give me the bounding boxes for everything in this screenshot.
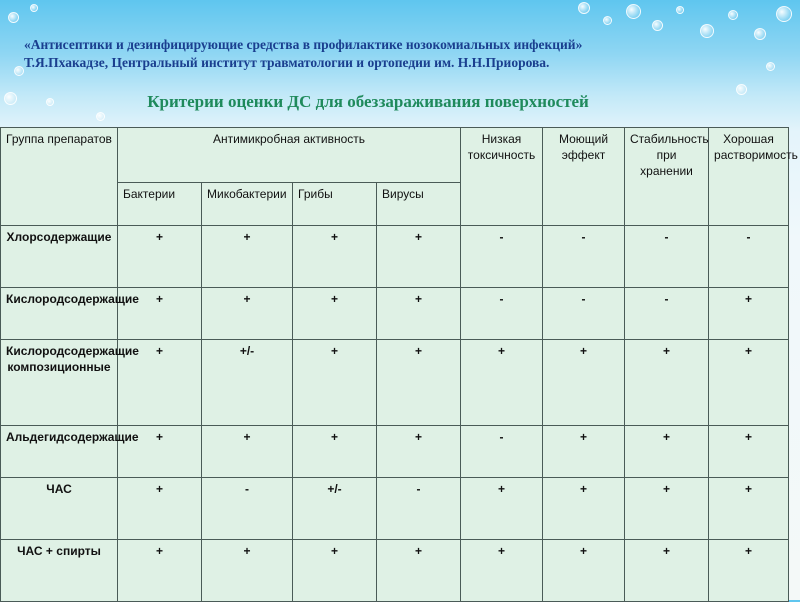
reference-author: Т.Я.Пхакадзе, Центральный институт травматологии и ортопедии им. Н.Н.Приорова. <box>24 55 550 70</box>
table-cell: + <box>118 540 202 602</box>
table-cell: + <box>461 340 543 426</box>
table-cell: + <box>461 540 543 602</box>
table-cell: + <box>293 426 377 478</box>
row-label: Кислородсодержащие композиционные <box>1 340 118 426</box>
table-cell: + <box>118 288 202 340</box>
table-cell: + <box>709 340 789 426</box>
decorative-bubble <box>14 66 24 76</box>
table-cell: + <box>293 226 377 288</box>
table-row <box>1 288 789 340</box>
decorative-bubble <box>736 84 747 95</box>
table-cell: + <box>202 226 293 288</box>
header-solubility: Хорошая растворимость <box>709 128 789 226</box>
table-cell: + <box>709 478 789 540</box>
table-cell: - <box>377 478 461 540</box>
table-cell: + <box>118 426 202 478</box>
table-row <box>1 226 789 288</box>
table-cell: - <box>709 226 789 288</box>
table-cell: + <box>293 540 377 602</box>
row-label: Кислородсодержащие <box>1 288 118 340</box>
table-cell: + <box>461 478 543 540</box>
table-cell: + <box>625 340 709 426</box>
table-cell: - <box>543 288 625 340</box>
table-cell: + <box>377 340 461 426</box>
table-cell: + <box>377 540 461 602</box>
decorative-bubble <box>652 20 663 31</box>
decorative-bubble <box>96 112 105 121</box>
table-cell: + <box>377 426 461 478</box>
decorative-bubble <box>30 4 38 12</box>
criteria-table <box>0 127 798 602</box>
table-cell: + <box>118 340 202 426</box>
header-low-toxicity: Низкая токсичность <box>461 128 543 226</box>
table-cell: + <box>625 540 709 602</box>
header-group: Группа препаратов <box>1 128 118 226</box>
header-cleaning-effect: Моющий эффект <box>543 128 625 226</box>
subheader-fungi: Грибы <box>293 183 377 226</box>
table-cell: + <box>118 478 202 540</box>
decorative-bubble <box>676 6 684 14</box>
table-cell: + <box>118 226 202 288</box>
table-cell: +/- <box>202 340 293 426</box>
table-cell: + <box>625 478 709 540</box>
table-cell: + <box>543 340 625 426</box>
row-label: ЧАС <box>1 478 118 540</box>
table-cell: + <box>377 226 461 288</box>
table-cell: - <box>625 288 709 340</box>
table-cell: +/- <box>293 478 377 540</box>
table-cell: - <box>543 226 625 288</box>
table-cell: + <box>543 540 625 602</box>
table-cell: + <box>293 288 377 340</box>
row-label: Альдегидсодержащие <box>1 426 118 478</box>
subheader-mycobacteria: Микобактерии <box>202 183 293 226</box>
reference-source-title: «Антисептики и дезинфицирующие средства в профилактике нозокомиальных инфекций» <box>24 37 583 52</box>
row-label: ЧАС + спирты <box>1 540 118 602</box>
decorative-bubble <box>578 2 590 14</box>
decorative-bubble <box>603 16 612 25</box>
table-cell: + <box>377 288 461 340</box>
header-antimicrobial-activity: Антимикробная активность <box>118 128 461 183</box>
table-cell: + <box>202 426 293 478</box>
table-cell: + <box>543 478 625 540</box>
table-cell: + <box>202 540 293 602</box>
subheader-bacteria: Бактерии <box>118 183 202 226</box>
table-cell: - <box>625 226 709 288</box>
table-row <box>1 340 789 426</box>
table-cell: + <box>709 288 789 340</box>
table-cell: - <box>461 426 543 478</box>
table-cell: + <box>625 426 709 478</box>
header-storage-stability: Стабильность при хранении <box>625 128 709 226</box>
reference-header <box>24 36 784 72</box>
decorative-bubble <box>728 10 738 20</box>
table-cell: - <box>461 288 543 340</box>
table-cell: + <box>202 288 293 340</box>
slide-title: Критерии оценки ДС для обеззараживания поверхностей <box>147 92 589 111</box>
table-cell: - <box>461 226 543 288</box>
decorative-bubble <box>776 6 792 22</box>
table-row <box>1 540 789 602</box>
subheader-viruses: Вирусы <box>377 183 461 226</box>
table-row <box>1 478 789 540</box>
row-label: Хлорсодержащие <box>1 226 118 288</box>
table-cell: + <box>543 426 625 478</box>
table-cell: + <box>709 426 789 478</box>
table-cell: - <box>202 478 293 540</box>
decorative-bubble <box>8 12 19 23</box>
table-row <box>1 426 789 478</box>
decorative-bubble <box>626 4 641 19</box>
table-cell: + <box>293 340 377 426</box>
table-cell: + <box>709 540 789 602</box>
